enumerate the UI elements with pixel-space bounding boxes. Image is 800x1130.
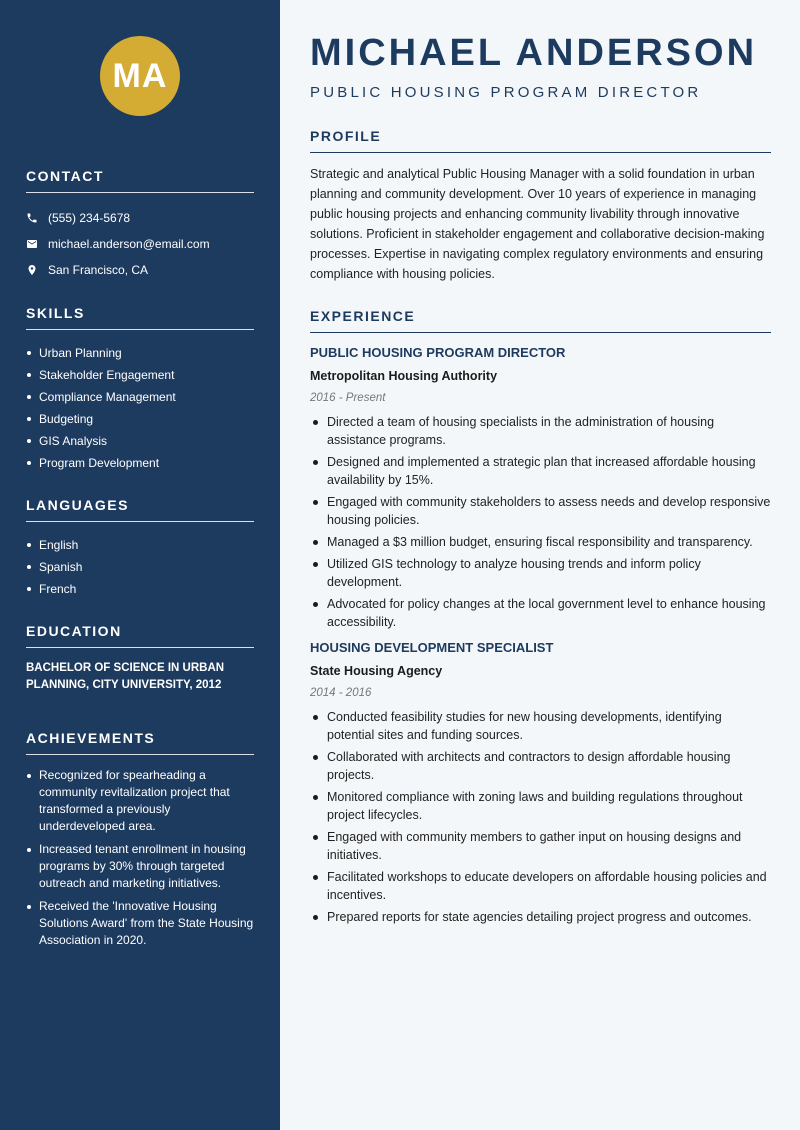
profile-section — [310, 128, 771, 284]
experience-section — [310, 308, 771, 930]
language-item: Spanish — [26, 556, 254, 578]
job-title: PUBLIC HOUSING PROGRAM DIRECTOR — [310, 345, 566, 360]
languages-list — [26, 534, 254, 600]
language-item: French — [26, 578, 254, 600]
achievement-item: Recognized for spearheading a community revitalization project that transformed a previously underdeveloped area. — [26, 767, 254, 835]
skill-item: Budgeting — [26, 408, 254, 430]
job-title: HOUSING DEVELOPMENT SPECIALIST — [310, 640, 554, 655]
skill-item: GIS Analysis — [26, 430, 254, 452]
job-bullet: Engaged with community stakeholders to assess needs and develop responsive housing policies. — [310, 493, 771, 529]
education-section — [26, 623, 254, 694]
job-bullet: Prepared reports for state agencies detailing project progress and outcomes. — [310, 908, 771, 926]
skill-item: Program Development — [26, 452, 254, 474]
sidebar — [0, 0, 280, 1130]
education-degree: BACHELOR OF SCIENCE IN URBAN PLANNING, CITY UNIVERSITY, 2012 — [26, 662, 225, 691]
achievements-list — [26, 767, 254, 949]
skills-heading: SKILLS — [26, 305, 254, 330]
job-bullet: Advocated for policy changes at the local government level to enhance housing accessibility. — [310, 595, 771, 631]
contact-heading: CONTACT — [26, 168, 254, 193]
language-item: English — [26, 534, 254, 556]
job-bullet: Utilized GIS technology to analyze housing trends and inform policy development. — [310, 555, 771, 591]
job-bullet: Collaborated with architects and contractors to design affordable housing projects. — [310, 748, 771, 784]
experience-entry — [310, 639, 771, 926]
contact-location — [26, 257, 254, 283]
phone-icon — [26, 212, 48, 224]
email-icon — [26, 238, 48, 250]
job-dates: 2016 - Present — [310, 392, 386, 404]
profile-text: Strategic and analytical Public Housing Manager with a solid foundation in urban planning and community development. Over 10 years of experience in managing public housing projects and enhancing community livability through innovative solutions. Proficient in stakeholder engagement and collaborative decision-making processes. Expertise in navigating complex regulatory environments and ensuring compliance with housing policies. — [310, 167, 765, 281]
job-bullet: Monitored compliance with zoning laws and building regulations throughout project lifecycles. — [310, 788, 771, 824]
job-organization: State Housing Agency — [310, 664, 443, 678]
job-bullet: Directed a team of housing specialists in the administration of housing assistance programs. — [310, 413, 771, 449]
job-organization: Metropolitan Housing Authority — [310, 369, 498, 383]
location-pin-icon — [26, 264, 48, 276]
achievements-heading: ACHIEVEMENTS — [26, 730, 254, 755]
skills-list — [26, 342, 254, 474]
job-bullet: Facilitated workshops to educate developers on affordable housing policies and incentives. — [310, 868, 771, 904]
job-bullet: Managed a $3 million budget, ensuring fiscal responsibility and transparency. — [310, 533, 771, 551]
phone-text: (555) 234-5678 — [48, 211, 131, 225]
achievement-item: Received the 'Innovative Housing Solutions Award' from the State Housing Association in 2020. — [26, 898, 254, 949]
skills-section — [26, 305, 254, 474]
achievements-section — [26, 730, 254, 955]
contact-email — [26, 231, 254, 257]
skill-item: Urban Planning — [26, 342, 254, 364]
job-bullets — [310, 413, 771, 631]
skill-item: Stakeholder Engagement — [26, 364, 254, 386]
skill-item: Compliance Management — [26, 386, 254, 408]
job-bullets — [310, 708, 771, 926]
location-text: San Francisco, CA — [48, 263, 149, 277]
achievement-item: Increased tenant enrollment in housing programs by 30% through targeted outreach and marketing initiatives. — [26, 841, 254, 892]
avatar: MA — [100, 36, 180, 116]
contact-section — [26, 168, 254, 283]
experience-entry — [310, 344, 771, 631]
languages-heading: LANGUAGES — [26, 497, 254, 522]
contact-phone — [26, 205, 254, 231]
email-text: michael.anderson@email.com — [48, 237, 210, 251]
job-bullet: Conducted feasibility studies for new housing developments, identifying potential sites and funding sources. — [310, 708, 771, 744]
education-heading: EDUCATION — [26, 623, 254, 648]
job-bullet: Designed and implemented a strategic plan that increased affordable housing availability by 15%. — [310, 453, 771, 489]
job-bullet: Engaged with community members to gather input on housing designs and initiatives. — [310, 828, 771, 864]
experience-heading: EXPERIENCE — [310, 308, 771, 333]
candidate-name: MICHAEL ANDERSON — [310, 32, 758, 74]
candidate-title: PUBLIC HOUSING PROGRAM DIRECTOR — [310, 84, 702, 101]
languages-section — [26, 497, 254, 600]
job-dates: 2014 - 2016 — [310, 687, 372, 699]
profile-heading: PROFILE — [310, 128, 771, 153]
